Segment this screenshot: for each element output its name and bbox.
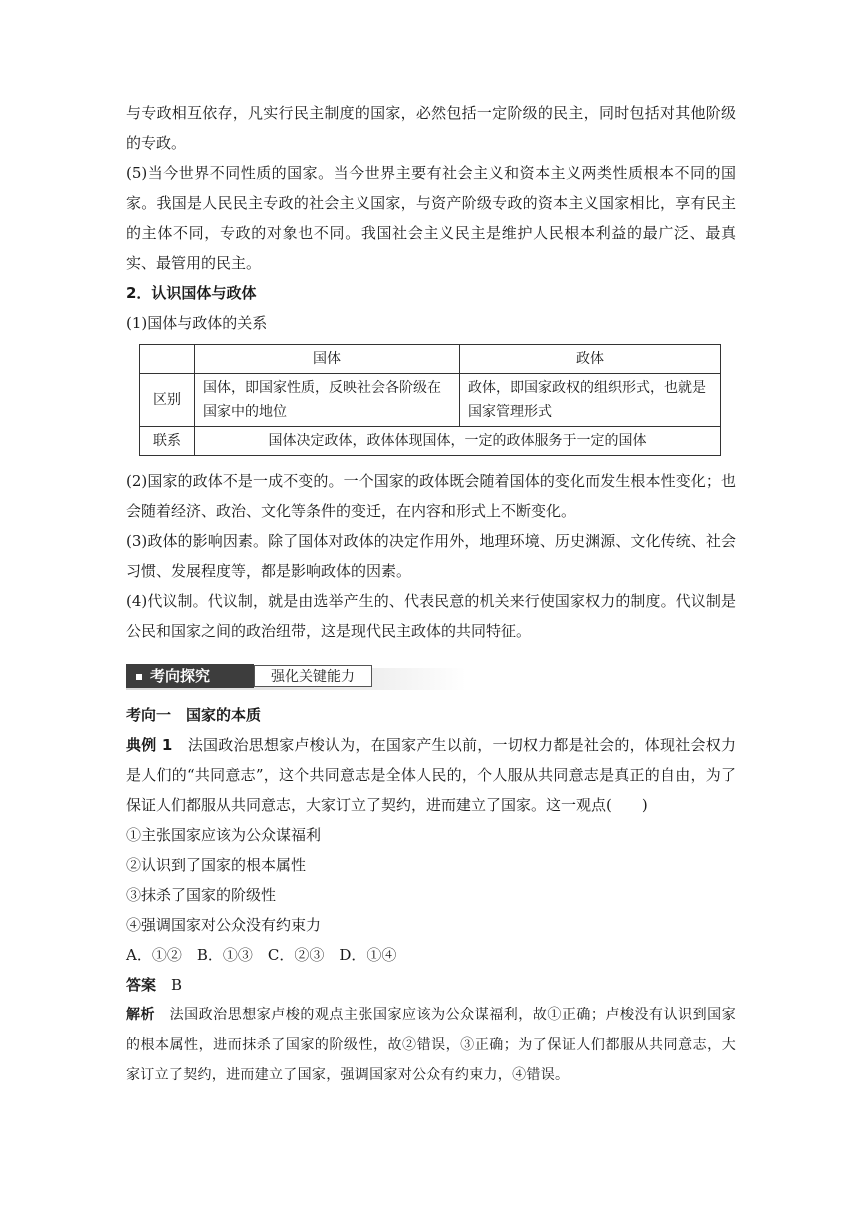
table-header-row — [140, 345, 721, 374]
banner-dark-label: 考向探究 — [126, 664, 254, 688]
analysis-text: 法国政治思想家卢梭的观点主张国家应该为公众谋福利，故①正确；卢梭没有认识到国家的根本属性，进而抹杀了国家的阶级性，故②错误，③正确；为了保证人们都服从共同意志，大家订立了契约，进而建立了国家，强调国家对公众有约束力，④错误。 — [126, 1007, 736, 1083]
banner-light-label: 强化关键能力 — [254, 665, 372, 687]
table-row-label: 区别 — [140, 374, 195, 427]
table-cell: 政体，即国家政权的组织形式，也就是国家管理形式 — [460, 374, 721, 427]
table-row-connection — [140, 427, 721, 456]
answer-choices: A．①② B．①③ C．②③ D．①④ — [126, 946, 397, 964]
table-row-label: 联系 — [140, 427, 195, 456]
answer-value: B — [156, 976, 183, 994]
example-label: 典例 1 — [126, 736, 173, 754]
paragraph-5: (5)当今世界不同性质的国家。当今世界主要有社会主义和资本主义两类性质根本不同的国家。我国是人民民主专政的社会主义国家，与资产阶级专政的资本主义国家相比，享有民主的主体不同，专政的对象也不同。我国社会主义民主是维护人民根本利益的最广泛、最真实、最管用的民主。 — [126, 164, 736, 272]
answer-line — [126, 970, 736, 1000]
analysis-label: 解析 — [126, 1007, 156, 1023]
example-question — [126, 730, 736, 820]
analysis-paragraph — [126, 1000, 736, 1090]
option-3: ③抹杀了国家的阶级性 — [126, 886, 277, 904]
example-heading: 考向一 国家的本质 — [126, 706, 262, 724]
relation-table — [139, 344, 721, 456]
example-text: 法国政治思想家卢梭认为，在国家产生以前，一切权力都是社会的，体现社会权力是人们的“共同意志”，这个共同意志是全体人民的，个人服从共同意志是真正的自由，为了保证人们都服从共同意志，大家订立了契约，进而建立了国家。这一观点( ) — [126, 736, 736, 814]
table-corner-cell — [140, 345, 195, 374]
square-bullet-icon — [136, 674, 142, 680]
table-row-difference — [140, 374, 721, 427]
table-cell: 国体决定政体，政体体现国体，一定的政体服务于一定的国体 — [195, 427, 721, 456]
subheading-relation: (1)国体与政体的关系 — [126, 314, 268, 332]
table-header-zhengti: 政体 — [460, 345, 721, 374]
paragraph-3: (3)政体的影响因素。除了国体对政体的决定作用外，地理环境、历史渊源、文化传统、社会习惯、发展程度等，都是影响政体的因素。 — [126, 532, 736, 580]
paragraph-2: (2)国家的政体不是一成不变的。一个国家的政体既会随着国体的变化而发生根本性变化；也会随着经济、政治、文化等条件的变迁，在内容和形式上不断变化。 — [126, 472, 736, 520]
section-banner — [126, 664, 466, 690]
paragraph-continuation: 与专政相互依存，凡实行民主制度的国家，必然包括一定阶级的民主，同时包括对其他阶级的专政。 — [126, 104, 736, 152]
option-1: ①主张国家应该为公众谋福利 — [126, 826, 322, 844]
section-heading: 2．认识国体与政体 — [126, 284, 257, 302]
table-header-guoti: 国体 — [195, 345, 460, 374]
document-page — [126, 98, 736, 1090]
paragraph-4: (4)代议制。代议制，就是由选举产生的、代表民意的机关来行使国家权力的制度。代议制是公民和国家之间的政治纽带，这是现代民主政体的共同特征。 — [126, 592, 736, 640]
table-cell: 国体，即国家性质，反映社会各阶级在国家中的地位 — [195, 374, 460, 427]
option-4: ④强调国家对公众没有约束力 — [126, 916, 322, 934]
option-2: ②认识到了国家的根本属性 — [126, 856, 307, 874]
answer-label: 答案 — [126, 976, 157, 994]
